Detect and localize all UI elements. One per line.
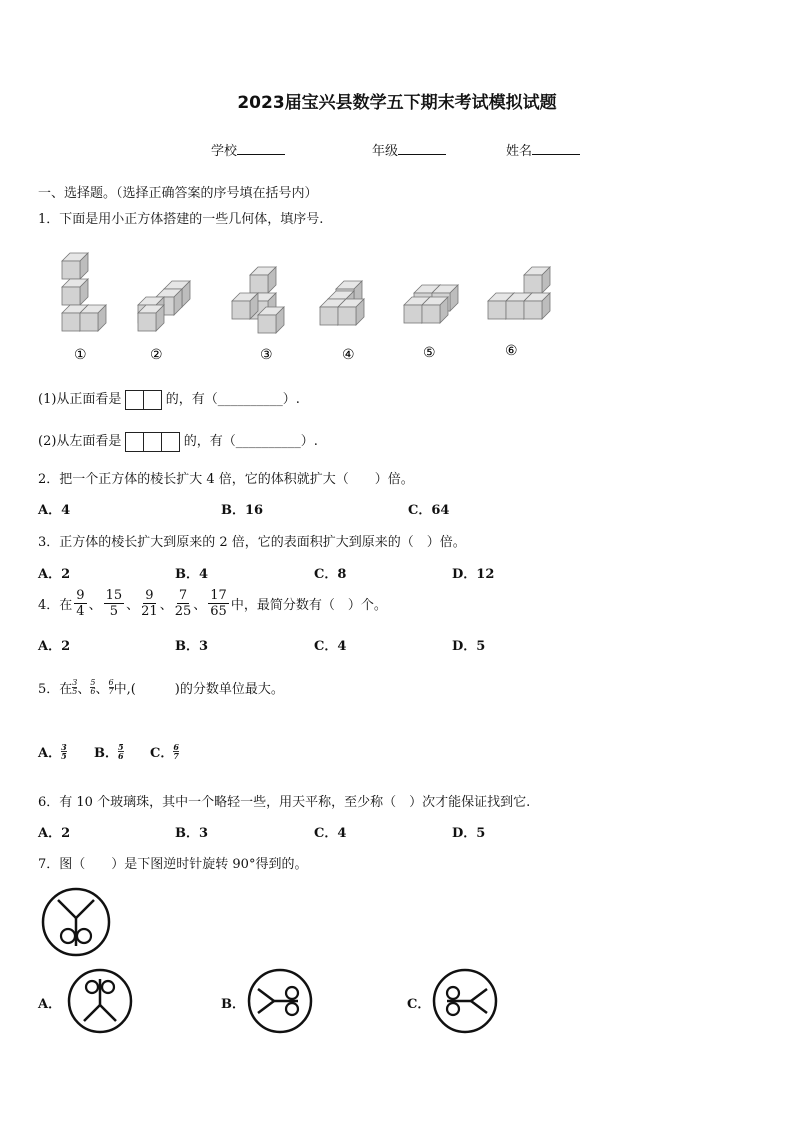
fraction: $\frac{7}{25}$ bbox=[174, 588, 192, 619]
figure-label-6: ⑥ bbox=[505, 343, 518, 359]
grade-field bbox=[372, 140, 446, 159]
figure-6 bbox=[488, 267, 550, 319]
q3-option-d[interactable]: D．12 bbox=[452, 567, 495, 582]
q6-option-a[interactable]: A．2 bbox=[38, 826, 71, 841]
q1-sub1-prefix: (1)从正面看是 bbox=[38, 392, 122, 407]
section-heading: 一、选择题。（选择正确答案的序号填在括号内） bbox=[38, 186, 318, 201]
q5-option-c[interactable]: C． 6 7 bbox=[150, 742, 179, 761]
q6-option-c[interactable]: C．4 bbox=[314, 826, 347, 841]
fraction: 5 6 bbox=[90, 678, 96, 696]
q7-option-c[interactable]: C． bbox=[407, 997, 431, 1012]
question-4: 4．在 $\frac{9}{4}$ 、 $\frac{15}{5}$ 、 $\frac{9}{21}$ 、 $\frac{7}{25}$ 、 $\frac{17}{65}$ 中，最简分数有（ ）个。 bbox=[38, 588, 387, 619]
question-7: 7．图（ ）是下图逆时针旋转 90°得到的。 bbox=[38, 857, 308, 872]
q2-option-b[interactable]: B．16 bbox=[221, 503, 264, 518]
q4-option-b[interactable]: B．3 bbox=[175, 639, 209, 654]
figure-label-1: ① bbox=[74, 347, 87, 363]
figure-label-5: ⑤ bbox=[423, 345, 436, 361]
q5-suffix: 中,( )的分数单位最大。 bbox=[113, 682, 284, 697]
fraction: 3 5 bbox=[72, 678, 78, 696]
figure-label-2: ② bbox=[150, 347, 163, 363]
fraction: $\frac{9}{4}$ bbox=[76, 588, 85, 619]
q6-option-b[interactable]: B．3 bbox=[175, 826, 209, 841]
fraction: 6 7 bbox=[173, 742, 179, 761]
q1-sub1 bbox=[38, 388, 300, 410]
q7-option-b[interactable]: B． bbox=[221, 997, 245, 1012]
view-boxes-2 bbox=[126, 392, 162, 407]
cube-figures bbox=[30, 245, 570, 365]
option-c-figure[interactable] bbox=[431, 967, 499, 1035]
name-label: 姓名 bbox=[506, 144, 533, 159]
q7-option-a[interactable]: A． bbox=[38, 997, 62, 1012]
name-blank[interactable] bbox=[532, 142, 580, 155]
figure-2 bbox=[138, 281, 190, 331]
question-2: 2．把一个正方体的棱长扩大 4 倍，它的体积就扩大（ ）倍。 bbox=[38, 472, 414, 487]
figure-label-4: ④ bbox=[342, 347, 355, 363]
school-blank[interactable] bbox=[237, 142, 285, 155]
fraction: $\frac{17}{65}$ bbox=[210, 588, 227, 619]
q1-sub2-suffix: 的，有（__________）. bbox=[183, 434, 318, 449]
figure-1 bbox=[62, 253, 106, 331]
name-field bbox=[506, 140, 580, 159]
q6-option-d[interactable]: D．5 bbox=[452, 826, 486, 841]
fraction: $\frac{15}{5}$ bbox=[105, 588, 123, 619]
q3-option-a[interactable]: A．2 bbox=[38, 567, 71, 582]
grade-blank[interactable] bbox=[398, 142, 446, 155]
q5-prefix: 5．在 bbox=[38, 682, 73, 697]
figure-label-3: ③ bbox=[260, 347, 273, 363]
figure-5 bbox=[404, 285, 458, 323]
q2-option-c[interactable]: C．64 bbox=[408, 503, 450, 518]
question-6: 6．有 10 个玻璃珠，其中一个略轻一些，用天平称，至少称（ ）次才能保证找到它. bbox=[38, 795, 531, 810]
fraction: $\frac{9}{21}$ bbox=[141, 588, 158, 619]
question-3: 3．正方体的棱长扩大到原来的 2 倍，它的表面积扩大到原来的（ ）倍。 bbox=[38, 535, 466, 550]
q1-sub2-prefix: (2)从左面看是 bbox=[38, 434, 122, 449]
q1-sub2 bbox=[38, 430, 318, 452]
q4-option-d[interactable]: D．5 bbox=[452, 639, 486, 654]
q5-option-a[interactable]: A． 3 5 bbox=[38, 742, 67, 761]
q5-option-b[interactable]: B． 5 6 bbox=[94, 742, 124, 761]
school-field bbox=[211, 140, 285, 159]
q1-sub1-suffix: 的，有（__________）. bbox=[165, 392, 300, 407]
q2-option-a[interactable]: A．4 bbox=[38, 503, 71, 518]
grade-label: 年级 bbox=[372, 144, 399, 159]
reference-circle-figure bbox=[40, 886, 112, 958]
figure-3 bbox=[232, 267, 284, 333]
q4-prefix: 4．在 bbox=[38, 598, 73, 613]
figure-4 bbox=[320, 281, 364, 325]
page-title: 2023届宝兴县数学五下期末考试模拟试题 bbox=[237, 93, 557, 113]
view-boxes-3 bbox=[126, 434, 180, 449]
fraction: 3 5 bbox=[61, 742, 67, 761]
fraction: 6 7 bbox=[108, 678, 114, 696]
question-1: 1．下面是用小正方体搭建的一些几何体，填序号. bbox=[38, 212, 324, 227]
option-a-figure[interactable] bbox=[66, 967, 134, 1035]
q4-suffix: 中，最简分数有（ ）个。 bbox=[230, 598, 387, 613]
q4-option-a[interactable]: A．2 bbox=[38, 639, 71, 654]
q3-option-b[interactable]: B．4 bbox=[175, 567, 209, 582]
question-5: 5．在 3 5 、 5 6 、 6 7 中,( )的分数单位最大。 bbox=[38, 678, 284, 697]
q3-option-c[interactable]: C．8 bbox=[314, 567, 347, 582]
school-label: 学校 bbox=[211, 144, 238, 159]
q4-option-c[interactable]: C．4 bbox=[314, 639, 347, 654]
option-b-figure[interactable] bbox=[246, 967, 314, 1035]
fraction: 5 6 bbox=[118, 742, 124, 761]
